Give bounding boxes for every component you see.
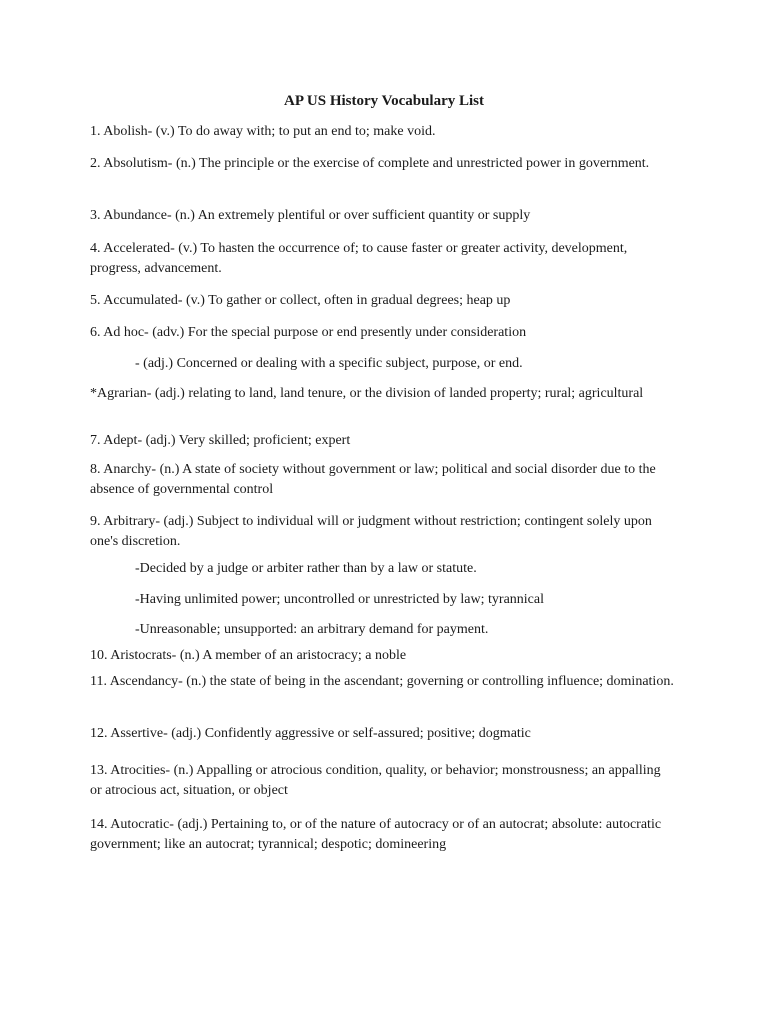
vocab-entry-accumulated: 5. Accumulated- (v.) To gather or collect, often in gradual degrees; heap up: [90, 293, 511, 308]
vocab-entry-adept: 7. Adept- (adj.) Very skilled; proficient; expert: [90, 433, 351, 448]
vocab-entry-autocratic: 14. Autocratic- (adj.) Pertaining to, or of the nature of autocracy or of an autocrat; absolute: autocratic government; like an autocrat; tyrannical; despotic; domineering: [90, 817, 662, 852]
vocab-entry-arbitrary: 9. Arbitrary- (adj.) Subject to individual will or judgment without restriction; contingent solely upon one's discretion.: [90, 514, 652, 549]
vocab-entry-ascendancy: 11. Ascendancy- (n.) the state of being in the ascendant; governing or controlling influence; domination.: [90, 674, 674, 689]
vocab-entry-abolish: 1. Abolish- (v.) To do away with; to put an end to; make void.: [90, 124, 436, 139]
vocab-entry-ad-hoc: 6. Ad hoc- (adv.) For the special purpose or end presently under consideration: [90, 325, 527, 340]
vocab-entry-assertive: 12. Assertive- (adj.) Confidently aggressive or self-assured; positive; dogmatic: [90, 726, 531, 741]
vocab-entry-aristocrats: 10. Aristocrats- (n.) A member of an aristocracy; a noble: [90, 648, 407, 663]
vocab-entry-accelerated: 4. Accelerated- (v.) To hasten the occurrence of; to cause faster or greater activity, development, progress, advancement.: [90, 241, 628, 276]
vocab-entry-agrarian: *Agrarian- (adj.) relating to land, land tenure, or the division of landed property; rural; agricultural: [90, 386, 644, 401]
vocab-entry-anarchy: 8. Anarchy- (n.) A state of society without government or law; political and social disorder due to the absence of governmental control: [90, 462, 656, 497]
vocab-entry-atrocities: 13. Atrocities- (n.) Appalling or atrocious condition, quality, or behavior; monstrousness; an appalling or atrocious act, situation, or object: [90, 763, 661, 798]
vocab-entry-absolutism: 2. Absolutism- (n.) The principle or the exercise of complete and unrestricted power in government.: [90, 156, 650, 171]
page-title: AP US History Vocabulary List: [283, 93, 485, 109]
vocab-subentry-arbitrary-unreasonable: -Unreasonable; unsupported: an arbitrary demand for payment.: [135, 622, 489, 637]
vocab-subentry-arbitrary-power: -Having unlimited power; uncontrolled or unrestricted by law; tyrannical: [135, 592, 544, 607]
vocab-subentry-ad-hoc-adj: - (adj.) Concerned or dealing with a specific subject, purpose, or end.: [135, 356, 523, 371]
vocab-entry-abundance: 3. Abundance- (n.) An extremely plentiful or over sufficient quantity or supply: [90, 208, 531, 223]
vocab-subentry-arbitrary-judge: -Decided by a judge or arbiter rather than by a law or statute.: [135, 561, 477, 576]
